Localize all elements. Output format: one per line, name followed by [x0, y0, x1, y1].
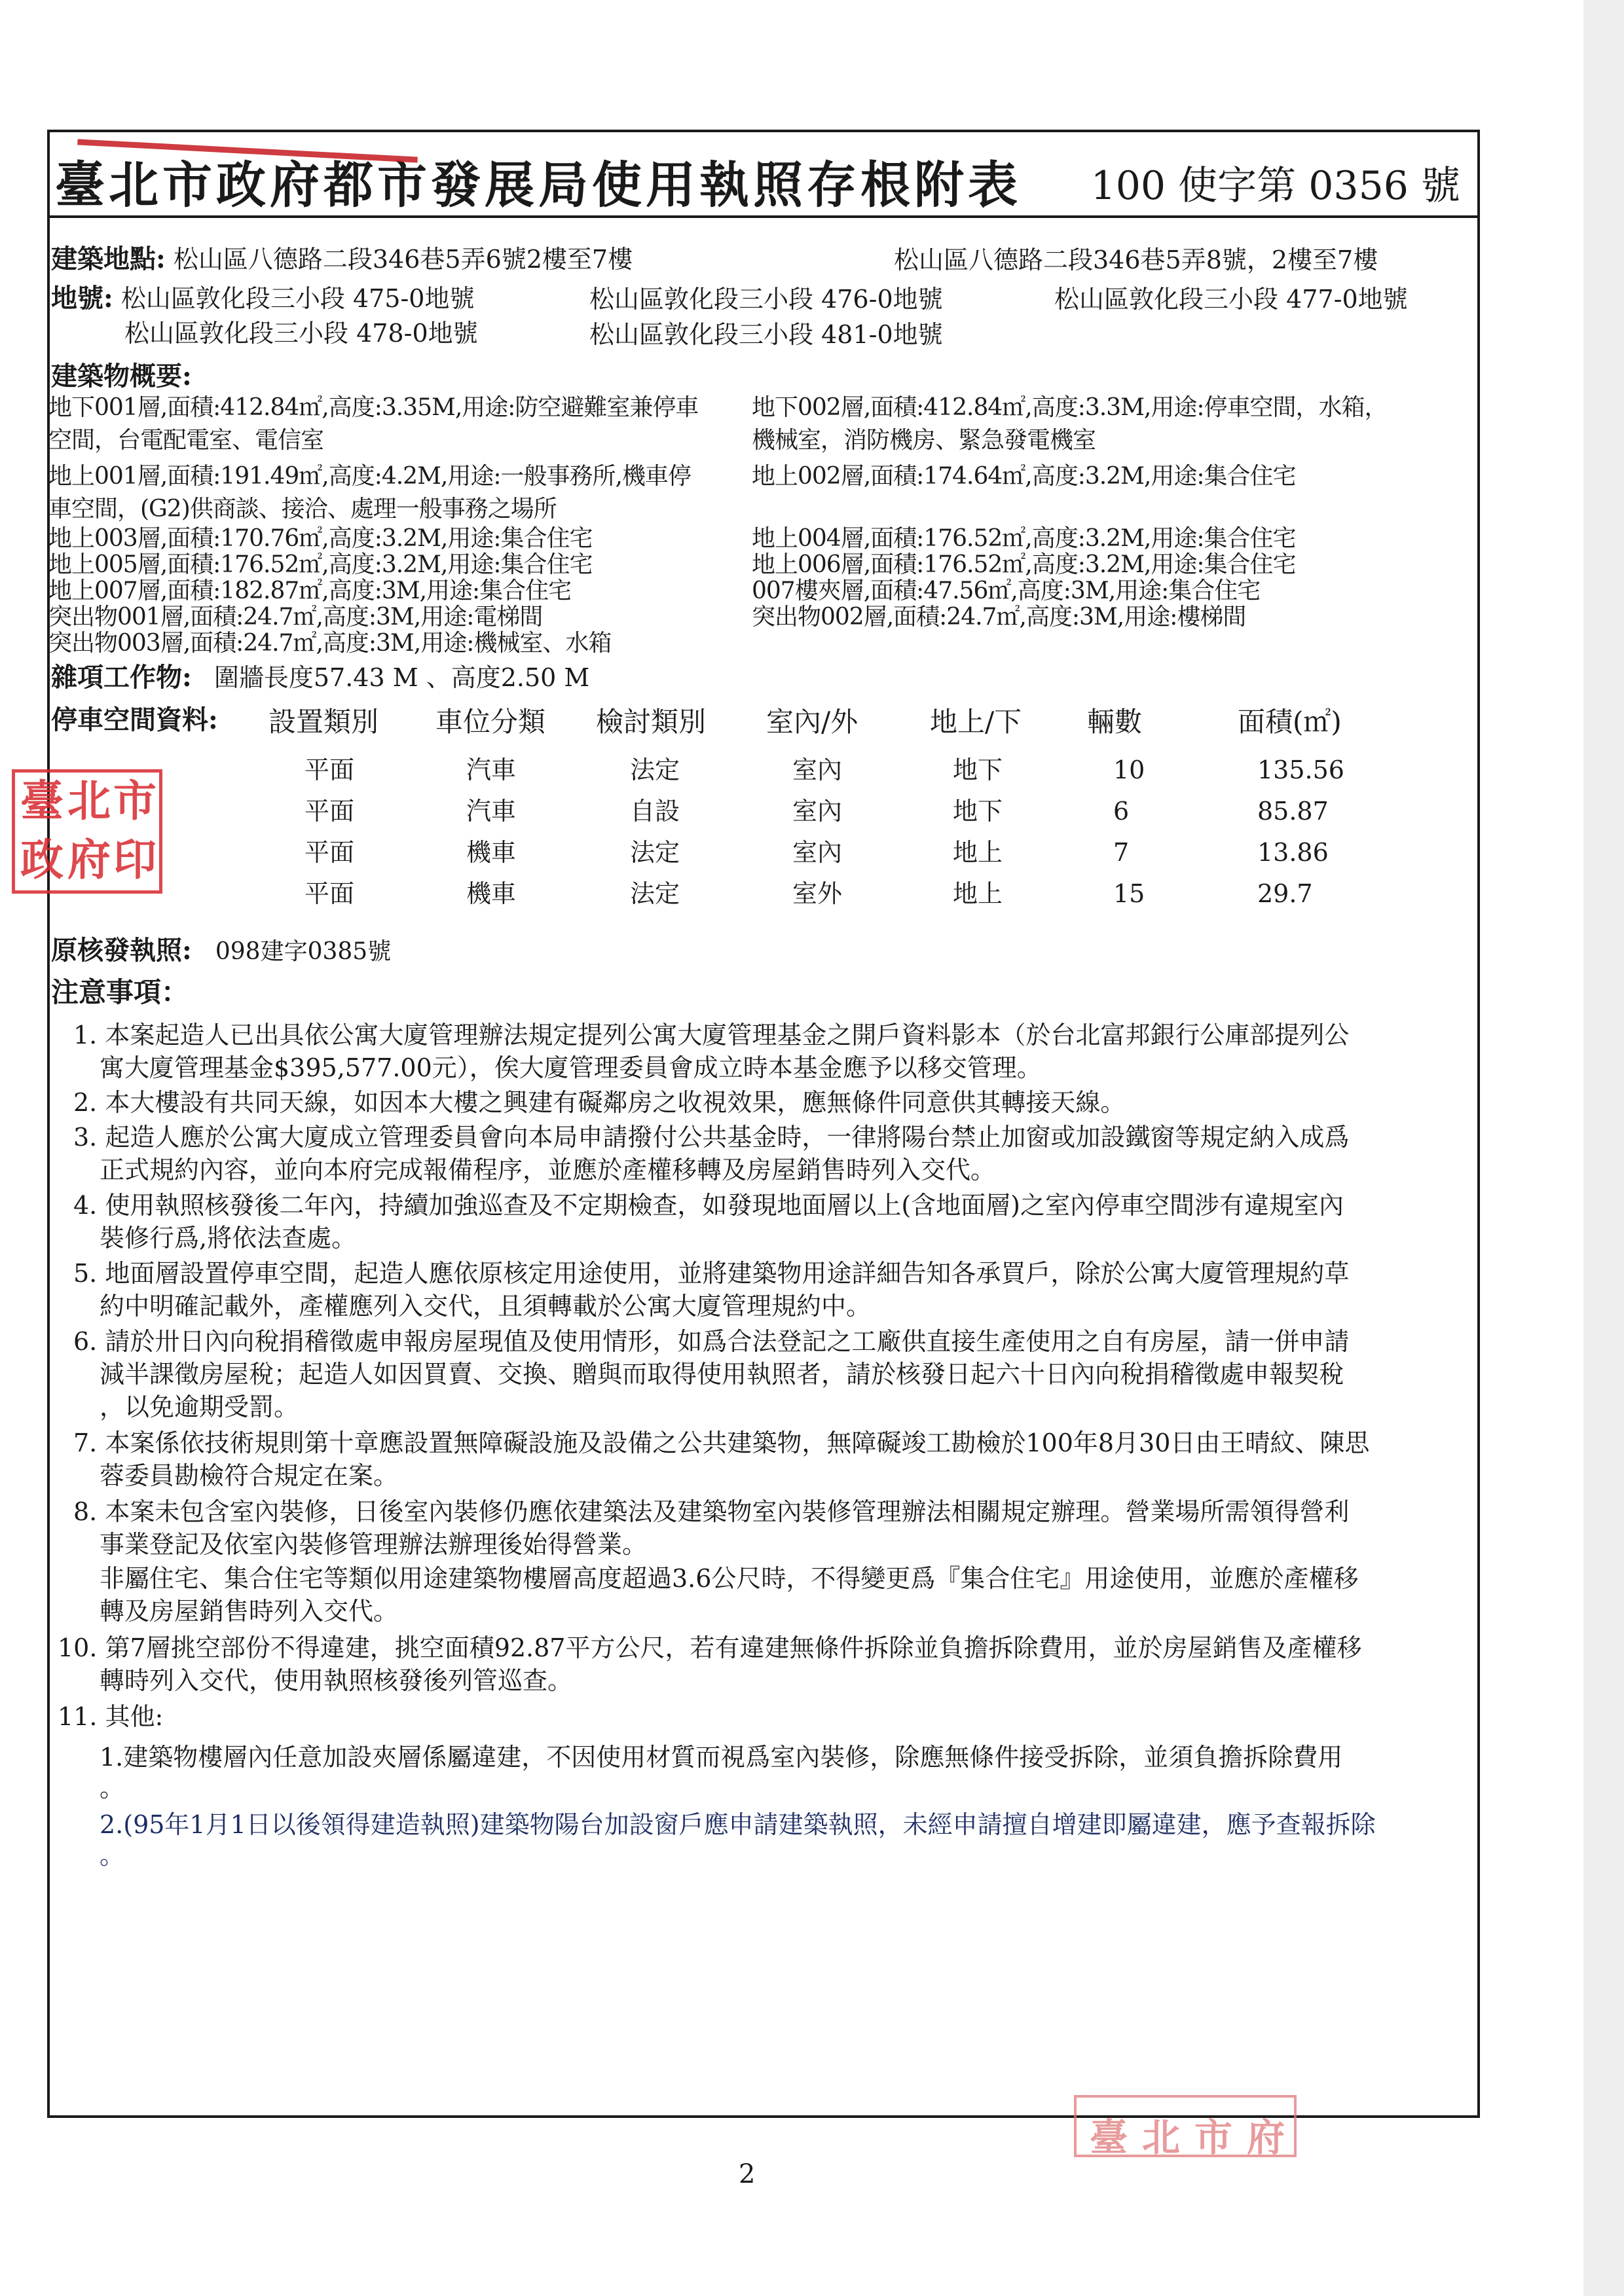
red-official-seal: 臺 北 市 政 府 印 [12, 769, 162, 894]
parking-cell: 機車 [466, 879, 517, 908]
parking-cell: 平面 [304, 838, 355, 867]
note-5-line2: 約中明確記載外，產權應列入交代，且須轉載於公寓大廈管理規約中。 [100, 1292, 872, 1321]
note-6-line3: ，以免逾期受罰。 [100, 1393, 299, 1421]
parking-header-vehicle: 車位分類 [435, 706, 546, 738]
overview-b1-line1: 地下001層,面積:412.84㎡,高度:3.35M,用途:防空避難室兼停車 [48, 394, 699, 421]
parking-cell: 機車 [466, 838, 517, 867]
note-2-line1: 2. 本大樓設有共同天線，如因本大樓之興建有礙鄰房之收視效果，應無條件同意供其轉接天線。 [73, 1088, 1126, 1117]
misc-value: 圍牆長度57.43 M 、高度2.50 M [213, 663, 590, 692]
overview-b2-line1: 地下002層,面積:412.84㎡,高度:3.3M,用途:停車空間，水箱， [752, 394, 1388, 421]
parking-cell: 平面 [304, 756, 355, 784]
note-1-line1: 1. 本案起造人已出具依公寓大廈管理辦法規定提列公寓大廈管理基金之開戶資料影本（於台北富邦銀行公庫部提列公 [73, 1021, 1350, 1049]
parking-cell: 平面 [304, 797, 355, 826]
parking-cell: 10 [1113, 756, 1145, 784]
lot-4: 松山區敦化段三小段 478-0地號 [124, 319, 478, 348]
notes-label: 注意事項： [51, 976, 189, 1008]
note-11-item1-line2: 。 [100, 1774, 125, 1802]
overview-b1-line2: 空間，台電配電室、電信室 [48, 427, 324, 454]
note-7-line2: 蓉委員勘檢符合規定在案。 [100, 1461, 399, 1490]
note-11-heading: 11. 其他: [58, 1702, 164, 1731]
note-10-line1: 10. 第7層挑空部份不得違建，挑空面積92.87平方公尺，若有違建無條件拆除並負擔拆除費用，並於房屋銷售及產權移 [58, 1633, 1362, 1662]
note-6-line1: 6. 請於卅日內向稅捐稽徵處申報房屋現值及使用情形，如爲合法登記之工廠供直接生產使用之自有房屋，請一併申請 [73, 1327, 1350, 1356]
note-5-line1: 5. 地面層設置停車空間，起造人應依原核定用途使用，並將建築物用途詳細告知各承買戶，除於公寓大廈管理規約草 [73, 1259, 1350, 1288]
parking-header-level: 地上/下 [930, 706, 1022, 738]
parking-cell: 法定 [630, 879, 680, 908]
note-3-line1: 3. 起造人應於公寓大廈成立管理委員會向本局申請撥付公共基金時，一律將陽台禁止加窗或加設鐵窗等規定納入成爲 [73, 1123, 1350, 1152]
note-11-item1-line1: 1.建築物樓層內任意加設夾層係屬違建，不因使用材質而視爲室內裝修，除應無條件接受拆除，並須負擔拆除費用 [100, 1743, 1343, 1772]
parking-cell: 29.7 [1257, 879, 1313, 908]
title-row [47, 130, 1480, 218]
overview-r2: 突出物002層,面積:24.7㎡,高度:3M,用途:樓梯間 [752, 604, 1246, 630]
overview-label: 建築物概要: [51, 361, 192, 392]
parking-cell: 法定 [630, 838, 680, 867]
lot-row [51, 285, 475, 312]
parking-cell: 7 [1113, 838, 1130, 867]
parking-cell: 室內 [792, 838, 843, 867]
note-11-item2-line1: 2.(95年1月1日以後領得建造執照)建築物陽台加設窗戶應申請建築執照，未經申請擅自增建即屬違建，應予查報拆除 [100, 1810, 1376, 1839]
overview-f3: 地上003層,面積:170.76㎡,高度:3.2M,用途:集合住宅 [48, 525, 593, 552]
note-8-line1: 8. 本案未包含室內裝修，日後室內裝修仍應依建築法及建築物室內裝修管理辦法相關規定辦理。營業場所需領得營利 [73, 1497, 1350, 1526]
parking-header-area: 面積(㎡) [1238, 706, 1342, 738]
parking-cell: 地下 [953, 797, 1003, 826]
overview-b2-line2: 機械室，消防機房、緊急發電機室 [752, 427, 1096, 454]
parking-cell: 地下 [953, 756, 1003, 784]
parking-cell: 室內 [792, 797, 843, 826]
note-8-line3: 非屬住宅、集合住宅等類似用途建築物樓層高度超過3.6公尺時，不得變更爲『集合住宅』用途使用，並應於產權移 [100, 1564, 1359, 1593]
lot-2: 松山區敦化段三小段 476-0地號 [589, 285, 943, 314]
parking-cell: 室內 [792, 756, 843, 784]
note-1-line2: 寓大廈管理基金$395,577.00元），俟大廈管理委員會成立時本基金應予以移交管理。 [100, 1053, 1042, 1082]
note-4-line1: 4. 使用執照核發後二年內，持續加強巡查及不定期檢查，如發現地面層以上(含地面層)之室內停車空間涉有違規室內 [73, 1191, 1344, 1220]
parking-cell: 地上 [953, 879, 1003, 908]
note-8-line2: 事業登記及依室內裝修管理辦法辦理後始得營業。 [100, 1530, 648, 1559]
overview-f2: 地上002層,面積:174.64㎡,高度:3.2M,用途:集合住宅 [752, 463, 1296, 490]
overview-f7: 地上007層,面積:182.87㎡,高度:3M,用途:集合住宅 [48, 577, 572, 604]
lot-3: 松山區敦化段三小段 477-0地號 [1054, 285, 1408, 314]
parking-cell: 汽車 [466, 756, 517, 784]
parking-cell: 自設 [630, 797, 680, 826]
parking-cell: 室外 [792, 879, 843, 908]
note-6-line2: 減半課徵房屋稅；起造人如因買賣、交換、贈與而取得使用執照者，請於核發日起六十日內向稅捐稽徵處申報契稅 [100, 1360, 1344, 1389]
original-permit-label: 原核發執照: [51, 935, 192, 966]
parking-cell: 汽車 [466, 797, 517, 826]
permit-number: 100 使字第 0356 號 [1090, 163, 1460, 209]
lot-label: 地號: [51, 283, 113, 314]
parking-header-indoor: 室內/外 [766, 706, 858, 738]
note-4-line2: 裝修行爲,將依法查處。 [100, 1224, 357, 1252]
parking-cell: 85.87 [1257, 797, 1329, 826]
parking-cell: 平面 [304, 879, 355, 908]
overview-f1-line2: 車空間，(G2)供商談、接洽、處理一般事務之場所 [48, 496, 557, 522]
note-11-item2-line2: 。 [100, 1841, 125, 1870]
page-number: 2 [739, 2159, 756, 2189]
parking-label: 停車空間資料: [51, 704, 218, 735]
parking-header-type: 設置類別 [268, 706, 379, 738]
misc-label: 雜項工作物: [51, 662, 192, 693]
address-2: 松山區八德路二段346巷5弄8號，2樓至7樓 [894, 246, 1378, 274]
original-permit-value: 098建字0385號 [215, 938, 392, 965]
overview-f6: 地上006層,面積:176.52㎡,高度:3.2M,用途:集合住宅 [752, 551, 1296, 578]
parking-cell: 6 [1113, 797, 1130, 826]
address-1: 松山區八德路二段346巷5弄6號2樓至7樓 [173, 245, 633, 274]
parking-cell: 法定 [630, 756, 680, 784]
overview-f7-mezzanine: 007樓夾層,面積:47.56㎡,高度:3M,用途:集合住宅 [752, 577, 1261, 604]
parking-cell: 地上 [953, 838, 1003, 867]
overview-f5: 地上005層,面積:176.52㎡,高度:3.2M,用途:集合住宅 [48, 551, 593, 578]
lot-1: 松山區敦化段三小段 475-0地號 [120, 284, 475, 313]
parking-cell: 15 [1113, 879, 1145, 908]
parking-header-count: 輛數 [1087, 706, 1143, 738]
misc-row [51, 662, 590, 693]
address-row [51, 246, 633, 272]
parking-header-review: 檢討類別 [596, 706, 707, 738]
note-3-line2: 正式規約內容，並向本府完成報備程序，並應於產權移轉及房屋銷售時列入交代。 [100, 1156, 996, 1184]
parking-cell: 135.56 [1257, 756, 1344, 784]
parking-cell: 13.86 [1257, 838, 1329, 867]
original-permit-row [51, 935, 392, 966]
scan-edge-shadow [1583, 0, 1624, 2296]
lot-5: 松山區敦化段三小段 481-0地號 [589, 320, 943, 349]
overview-f4: 地上004層,面積:176.52㎡,高度:3.2M,用途:集合住宅 [752, 525, 1296, 552]
overview-f1-line1: 地上001層,面積:191.49㎡,高度:4.2M,用途:一般事務所,機車停 [48, 463, 691, 490]
overview-r3: 突出物003層,面積:24.7㎡,高度:3M,用途:機械室、水箱 [48, 630, 612, 657]
faded-red-stamp: 臺 北 市 府 [1074, 2095, 1297, 2157]
note-10-line2: 轉時列入交代，使用執照核發後列管巡查。 [100, 1666, 573, 1695]
note-7-line1: 7. 本案係依技術規則第十章應設置無障礙設施及設備之公共建築物，無障礙竣工勘檢於100年8月30日由王晴紋、陳思 [73, 1429, 1370, 1457]
overview-r1: 突出物001層,面積:24.7㎡,高度:3M,用途:電梯間 [48, 604, 543, 630]
note-8-line4: 轉及房屋銷售時列入交代。 [100, 1597, 399, 1626]
address-label: 建築地點: [51, 244, 166, 274]
document-title: 臺北市政府都市發展局使用執照存根附表 [55, 156, 1022, 214]
